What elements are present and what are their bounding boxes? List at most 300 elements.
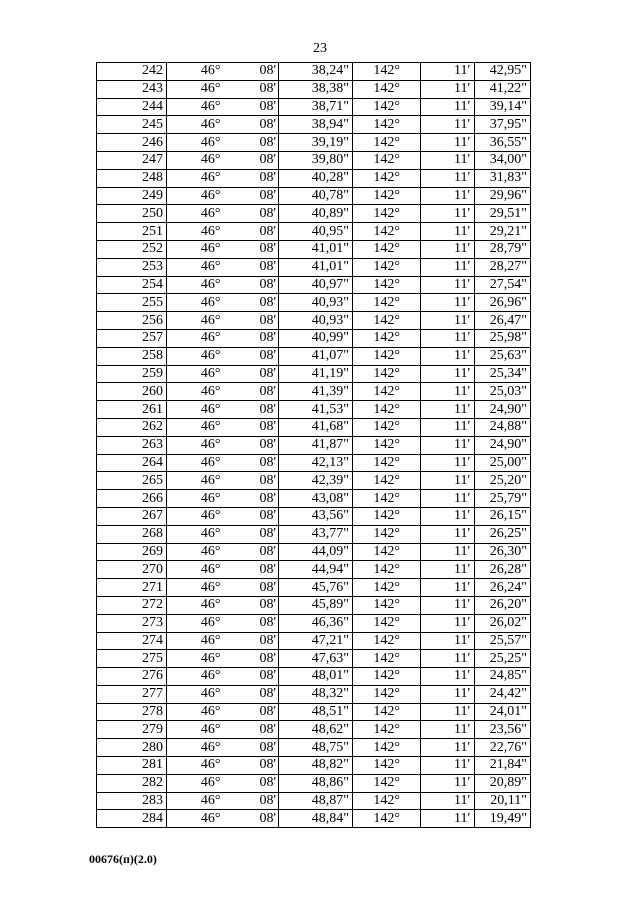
- longitude-degrees-cell: 142°: [353, 668, 421, 686]
- latitude-seconds-cell: 40,93": [279, 312, 353, 330]
- longitude-degrees-cell: 142°: [353, 418, 421, 436]
- point-number-cell: 272: [97, 596, 167, 614]
- latitude-seconds-cell: 41,87": [279, 436, 353, 454]
- longitude-degrees-cell: 142°: [353, 329, 421, 347]
- latitude-minutes-cell: 08': [225, 596, 279, 614]
- table-row: [97, 134, 531, 152]
- table-row: [97, 365, 531, 383]
- longitude-seconds-cell: 27,54": [475, 276, 531, 294]
- latitude-seconds-cell: 38,38": [279, 80, 353, 98]
- point-number-cell: 284: [97, 810, 167, 828]
- latitude-degrees-cell: 46°: [167, 329, 225, 347]
- longitude-degrees-cell: 142°: [353, 614, 421, 632]
- latitude-degrees-cell: 46°: [167, 436, 225, 454]
- point-number-cell: 243: [97, 80, 167, 98]
- longitude-seconds-cell: 34,00": [475, 151, 531, 169]
- table-row: [97, 507, 531, 525]
- longitude-seconds-cell: 37,95": [475, 116, 531, 134]
- longitude-minutes-cell: 11': [421, 703, 475, 721]
- table-row: [97, 721, 531, 739]
- latitude-degrees-cell: 46°: [167, 63, 225, 81]
- longitude-minutes-cell: 11': [421, 329, 475, 347]
- table-row: [97, 223, 531, 241]
- latitude-degrees-cell: 46°: [167, 685, 225, 703]
- longitude-degrees-cell: 142°: [353, 561, 421, 579]
- table-row: [97, 454, 531, 472]
- latitude-minutes-cell: 08': [225, 276, 279, 294]
- latitude-degrees-cell: 46°: [167, 525, 225, 543]
- table-row: [97, 650, 531, 668]
- longitude-degrees-cell: 142°: [353, 703, 421, 721]
- longitude-minutes-cell: 11': [421, 739, 475, 757]
- table-row: [97, 596, 531, 614]
- latitude-seconds-cell: 40,93": [279, 294, 353, 312]
- point-number-cell: 256: [97, 312, 167, 330]
- longitude-minutes-cell: 11': [421, 774, 475, 792]
- table-row: [97, 169, 531, 187]
- point-number-cell: 278: [97, 703, 167, 721]
- latitude-seconds-cell: 38,24": [279, 63, 353, 81]
- latitude-minutes-cell: 08': [225, 205, 279, 223]
- longitude-degrees-cell: 142°: [353, 650, 421, 668]
- longitude-degrees-cell: 142°: [353, 276, 421, 294]
- longitude-seconds-cell: 24,88": [475, 418, 531, 436]
- longitude-seconds-cell: 26,28": [475, 561, 531, 579]
- latitude-minutes-cell: 08': [225, 454, 279, 472]
- longitude-minutes-cell: 11': [421, 169, 475, 187]
- latitude-degrees-cell: 46°: [167, 223, 225, 241]
- latitude-degrees-cell: 46°: [167, 490, 225, 508]
- latitude-degrees-cell: 46°: [167, 240, 225, 258]
- latitude-minutes-cell: 08': [225, 134, 279, 152]
- latitude-seconds-cell: 41,53": [279, 401, 353, 419]
- latitude-degrees-cell: 46°: [167, 668, 225, 686]
- table-row: [97, 98, 531, 116]
- table-row: [97, 543, 531, 561]
- point-number-cell: 277: [97, 685, 167, 703]
- latitude-seconds-cell: 42,13": [279, 454, 353, 472]
- longitude-seconds-cell: 25,03": [475, 383, 531, 401]
- point-number-cell: 257: [97, 329, 167, 347]
- point-number-cell: 250: [97, 205, 167, 223]
- latitude-degrees-cell: 46°: [167, 739, 225, 757]
- latitude-minutes-cell: 08': [225, 258, 279, 276]
- latitude-degrees-cell: 46°: [167, 365, 225, 383]
- longitude-degrees-cell: 142°: [353, 169, 421, 187]
- longitude-minutes-cell: 11': [421, 98, 475, 116]
- latitude-degrees-cell: 46°: [167, 383, 225, 401]
- longitude-degrees-cell: 142°: [353, 187, 421, 205]
- latitude-minutes-cell: 08': [225, 472, 279, 490]
- point-number-cell: 262: [97, 418, 167, 436]
- table-row: [97, 63, 531, 81]
- longitude-seconds-cell: 39,14": [475, 98, 531, 116]
- latitude-degrees-cell: 46°: [167, 721, 225, 739]
- latitude-minutes-cell: 08': [225, 187, 279, 205]
- point-number-cell: 260: [97, 383, 167, 401]
- longitude-degrees-cell: 142°: [353, 490, 421, 508]
- latitude-degrees-cell: 46°: [167, 312, 225, 330]
- longitude-minutes-cell: 11': [421, 792, 475, 810]
- latitude-degrees-cell: 46°: [167, 596, 225, 614]
- table-row: [97, 418, 531, 436]
- point-number-cell: 267: [97, 507, 167, 525]
- point-number-cell: 251: [97, 223, 167, 241]
- longitude-minutes-cell: 11': [421, 490, 475, 508]
- longitude-degrees-cell: 142°: [353, 774, 421, 792]
- table-row: [97, 329, 531, 347]
- latitude-minutes-cell: 08': [225, 810, 279, 828]
- table-row: [97, 312, 531, 330]
- longitude-degrees-cell: 142°: [353, 401, 421, 419]
- point-number-cell: 283: [97, 792, 167, 810]
- table-row: [97, 490, 531, 508]
- longitude-minutes-cell: 11': [421, 80, 475, 98]
- latitude-degrees-cell: 46°: [167, 134, 225, 152]
- latitude-minutes-cell: 08': [225, 80, 279, 98]
- point-number-cell: 244: [97, 98, 167, 116]
- longitude-minutes-cell: 11': [421, 294, 475, 312]
- latitude-seconds-cell: 42,39": [279, 472, 353, 490]
- longitude-minutes-cell: 11': [421, 472, 475, 490]
- longitude-minutes-cell: 11': [421, 223, 475, 241]
- longitude-degrees-cell: 142°: [353, 525, 421, 543]
- longitude-seconds-cell: 25,98": [475, 329, 531, 347]
- longitude-seconds-cell: 25,57": [475, 632, 531, 650]
- latitude-degrees-cell: 46°: [167, 543, 225, 561]
- latitude-seconds-cell: 40,28": [279, 169, 353, 187]
- latitude-degrees-cell: 46°: [167, 472, 225, 490]
- longitude-degrees-cell: 142°: [353, 721, 421, 739]
- latitude-degrees-cell: 46°: [167, 276, 225, 294]
- latitude-degrees-cell: 46°: [167, 80, 225, 98]
- longitude-degrees-cell: 142°: [353, 685, 421, 703]
- longitude-seconds-cell: 23,56": [475, 721, 531, 739]
- latitude-seconds-cell: 48,01": [279, 668, 353, 686]
- latitude-minutes-cell: 08': [225, 329, 279, 347]
- latitude-minutes-cell: 08': [225, 614, 279, 632]
- latitude-minutes-cell: 08': [225, 418, 279, 436]
- latitude-seconds-cell: 47,63": [279, 650, 353, 668]
- longitude-seconds-cell: 19,49": [475, 810, 531, 828]
- point-number-cell: 265: [97, 472, 167, 490]
- longitude-minutes-cell: 11': [421, 436, 475, 454]
- point-number-cell: 276: [97, 668, 167, 686]
- longitude-seconds-cell: 26,47": [475, 312, 531, 330]
- longitude-seconds-cell: 26,15": [475, 507, 531, 525]
- latitude-seconds-cell: 39,80": [279, 151, 353, 169]
- longitude-degrees-cell: 142°: [353, 472, 421, 490]
- latitude-minutes-cell: 08': [225, 739, 279, 757]
- longitude-minutes-cell: 11': [421, 63, 475, 81]
- table-row: [97, 240, 531, 258]
- latitude-seconds-cell: 45,89": [279, 596, 353, 614]
- longitude-minutes-cell: 11': [421, 276, 475, 294]
- latitude-degrees-cell: 46°: [167, 614, 225, 632]
- table-row: [97, 383, 531, 401]
- latitude-minutes-cell: 08': [225, 383, 279, 401]
- longitude-seconds-cell: 36,55": [475, 134, 531, 152]
- longitude-degrees-cell: 142°: [353, 258, 421, 276]
- latitude-seconds-cell: 38,71": [279, 98, 353, 116]
- longitude-minutes-cell: 11': [421, 134, 475, 152]
- longitude-minutes-cell: 11': [421, 383, 475, 401]
- longitude-degrees-cell: 142°: [353, 579, 421, 597]
- latitude-minutes-cell: 08': [225, 792, 279, 810]
- longitude-seconds-cell: 26,96": [475, 294, 531, 312]
- latitude-minutes-cell: 08': [225, 347, 279, 365]
- table-row: [97, 401, 531, 419]
- longitude-seconds-cell: 24,90": [475, 436, 531, 454]
- table-row: [97, 561, 531, 579]
- table-row: [97, 116, 531, 134]
- table-row: [97, 294, 531, 312]
- longitude-seconds-cell: 25,25": [475, 650, 531, 668]
- latitude-seconds-cell: 48,75": [279, 739, 353, 757]
- latitude-seconds-cell: 41,68": [279, 418, 353, 436]
- longitude-degrees-cell: 142°: [353, 454, 421, 472]
- longitude-seconds-cell: 21,84": [475, 757, 531, 775]
- document-code: 00676(п)(2.0): [89, 852, 157, 866]
- table-row: [97, 774, 531, 792]
- latitude-degrees-cell: 46°: [167, 401, 225, 419]
- longitude-seconds-cell: 25,20": [475, 472, 531, 490]
- longitude-seconds-cell: 29,96": [475, 187, 531, 205]
- latitude-seconds-cell: 41,07": [279, 347, 353, 365]
- longitude-minutes-cell: 11': [421, 543, 475, 561]
- table-row: [97, 80, 531, 98]
- longitude-seconds-cell: 24,01": [475, 703, 531, 721]
- table-row: [97, 685, 531, 703]
- latitude-minutes-cell: 08': [225, 116, 279, 134]
- longitude-seconds-cell: 28,27": [475, 258, 531, 276]
- latitude-degrees-cell: 46°: [167, 418, 225, 436]
- latitude-degrees-cell: 46°: [167, 774, 225, 792]
- latitude-seconds-cell: 48,51": [279, 703, 353, 721]
- latitude-seconds-cell: 44,09": [279, 543, 353, 561]
- table-row: [97, 668, 531, 686]
- table-row: [97, 151, 531, 169]
- page-number: 23: [313, 41, 327, 56]
- latitude-minutes-cell: 08': [225, 365, 279, 383]
- latitude-seconds-cell: 40,99": [279, 329, 353, 347]
- longitude-minutes-cell: 11': [421, 454, 475, 472]
- latitude-degrees-cell: 46°: [167, 632, 225, 650]
- latitude-seconds-cell: 43,77": [279, 525, 353, 543]
- longitude-minutes-cell: 11': [421, 810, 475, 828]
- point-number-cell: 252: [97, 240, 167, 258]
- table-row: [97, 632, 531, 650]
- longitude-minutes-cell: 11': [421, 525, 475, 543]
- longitude-minutes-cell: 11': [421, 401, 475, 419]
- point-number-cell: 269: [97, 543, 167, 561]
- point-number-cell: 279: [97, 721, 167, 739]
- longitude-minutes-cell: 11': [421, 347, 475, 365]
- point-number-cell: 274: [97, 632, 167, 650]
- table-row: [97, 187, 531, 205]
- table-row: [97, 614, 531, 632]
- latitude-seconds-cell: 48,62": [279, 721, 353, 739]
- longitude-degrees-cell: 142°: [353, 383, 421, 401]
- longitude-seconds-cell: 29,21": [475, 223, 531, 241]
- longitude-degrees-cell: 142°: [353, 116, 421, 134]
- table-row: [97, 258, 531, 276]
- latitude-seconds-cell: 40,97": [279, 276, 353, 294]
- longitude-minutes-cell: 11': [421, 596, 475, 614]
- point-number-cell: 248: [97, 169, 167, 187]
- latitude-seconds-cell: 48,84": [279, 810, 353, 828]
- longitude-minutes-cell: 11': [421, 258, 475, 276]
- latitude-minutes-cell: 08': [225, 650, 279, 668]
- latitude-seconds-cell: 48,32": [279, 685, 353, 703]
- longitude-seconds-cell: 22,76": [475, 739, 531, 757]
- latitude-seconds-cell: 40,89": [279, 205, 353, 223]
- longitude-minutes-cell: 11': [421, 668, 475, 686]
- longitude-seconds-cell: 25,63": [475, 347, 531, 365]
- point-number-cell: 282: [97, 774, 167, 792]
- longitude-degrees-cell: 142°: [353, 507, 421, 525]
- longitude-minutes-cell: 11': [421, 685, 475, 703]
- longitude-minutes-cell: 11': [421, 561, 475, 579]
- latitude-seconds-cell: 41,01": [279, 258, 353, 276]
- table-row: [97, 525, 531, 543]
- longitude-degrees-cell: 142°: [353, 240, 421, 258]
- latitude-seconds-cell: 46,36": [279, 614, 353, 632]
- table-row: [97, 792, 531, 810]
- point-number-cell: 254: [97, 276, 167, 294]
- coordinates-table: [96, 62, 531, 828]
- longitude-minutes-cell: 11': [421, 650, 475, 668]
- longitude-seconds-cell: 41,22": [475, 80, 531, 98]
- longitude-degrees-cell: 142°: [353, 436, 421, 454]
- longitude-minutes-cell: 11': [421, 187, 475, 205]
- latitude-degrees-cell: 46°: [167, 169, 225, 187]
- point-number-cell: 281: [97, 757, 167, 775]
- longitude-seconds-cell: 31,83": [475, 169, 531, 187]
- longitude-minutes-cell: 11': [421, 757, 475, 775]
- longitude-degrees-cell: 142°: [353, 312, 421, 330]
- latitude-minutes-cell: 08': [225, 294, 279, 312]
- longitude-degrees-cell: 142°: [353, 543, 421, 561]
- table-row: [97, 810, 531, 828]
- longitude-seconds-cell: 20,89": [475, 774, 531, 792]
- point-number-cell: 273: [97, 614, 167, 632]
- latitude-minutes-cell: 08': [225, 169, 279, 187]
- latitude-minutes-cell: 08': [225, 525, 279, 543]
- point-number-cell: 249: [97, 187, 167, 205]
- longitude-seconds-cell: 28,79": [475, 240, 531, 258]
- longitude-degrees-cell: 142°: [353, 757, 421, 775]
- point-number-cell: 280: [97, 739, 167, 757]
- latitude-degrees-cell: 46°: [167, 454, 225, 472]
- point-number-cell: 263: [97, 436, 167, 454]
- latitude-minutes-cell: 08': [225, 401, 279, 419]
- table-row: [97, 347, 531, 365]
- longitude-seconds-cell: 20,11": [475, 792, 531, 810]
- point-number-cell: 258: [97, 347, 167, 365]
- longitude-degrees-cell: 142°: [353, 294, 421, 312]
- latitude-degrees-cell: 46°: [167, 258, 225, 276]
- latitude-minutes-cell: 08': [225, 223, 279, 241]
- latitude-minutes-cell: 08': [225, 98, 279, 116]
- point-number-cell: 261: [97, 401, 167, 419]
- latitude-degrees-cell: 46°: [167, 561, 225, 579]
- longitude-seconds-cell: 26,25": [475, 525, 531, 543]
- latitude-minutes-cell: 08': [225, 632, 279, 650]
- longitude-minutes-cell: 11': [421, 240, 475, 258]
- longitude-degrees-cell: 142°: [353, 151, 421, 169]
- point-number-cell: 245: [97, 116, 167, 134]
- coordinates-table-body: [97, 63, 531, 828]
- longitude-minutes-cell: 11': [421, 721, 475, 739]
- latitude-seconds-cell: 41,39": [279, 383, 353, 401]
- latitude-degrees-cell: 46°: [167, 703, 225, 721]
- longitude-degrees-cell: 142°: [353, 80, 421, 98]
- point-number-cell: 247: [97, 151, 167, 169]
- latitude-minutes-cell: 08': [225, 312, 279, 330]
- latitude-minutes-cell: 08': [225, 703, 279, 721]
- longitude-minutes-cell: 11': [421, 632, 475, 650]
- longitude-degrees-cell: 142°: [353, 63, 421, 81]
- longitude-minutes-cell: 11': [421, 579, 475, 597]
- latitude-seconds-cell: 40,95": [279, 223, 353, 241]
- point-number-cell: 246: [97, 134, 167, 152]
- table-row: [97, 436, 531, 454]
- longitude-seconds-cell: 29,51": [475, 205, 531, 223]
- longitude-degrees-cell: 142°: [353, 347, 421, 365]
- longitude-seconds-cell: 26,24": [475, 579, 531, 597]
- longitude-seconds-cell: 24,42": [475, 685, 531, 703]
- latitude-seconds-cell: 39,19": [279, 134, 353, 152]
- latitude-degrees-cell: 46°: [167, 810, 225, 828]
- longitude-degrees-cell: 142°: [353, 810, 421, 828]
- latitude-minutes-cell: 08': [225, 721, 279, 739]
- latitude-minutes-cell: 08': [225, 543, 279, 561]
- latitude-seconds-cell: 41,19": [279, 365, 353, 383]
- latitude-degrees-cell: 46°: [167, 187, 225, 205]
- longitude-degrees-cell: 142°: [353, 223, 421, 241]
- latitude-degrees-cell: 46°: [167, 650, 225, 668]
- latitude-minutes-cell: 08': [225, 240, 279, 258]
- longitude-minutes-cell: 11': [421, 116, 475, 134]
- longitude-degrees-cell: 142°: [353, 98, 421, 116]
- longitude-degrees-cell: 142°: [353, 205, 421, 223]
- latitude-seconds-cell: 40,78": [279, 187, 353, 205]
- latitude-seconds-cell: 41,01": [279, 240, 353, 258]
- longitude-seconds-cell: 25,34": [475, 365, 531, 383]
- latitude-seconds-cell: 43,08": [279, 490, 353, 508]
- latitude-degrees-cell: 46°: [167, 116, 225, 134]
- longitude-degrees-cell: 142°: [353, 365, 421, 383]
- longitude-seconds-cell: 24,85": [475, 668, 531, 686]
- latitude-minutes-cell: 08': [225, 774, 279, 792]
- longitude-seconds-cell: 42,95": [475, 63, 531, 81]
- longitude-minutes-cell: 11': [421, 418, 475, 436]
- table-row: [97, 472, 531, 490]
- point-number-cell: 259: [97, 365, 167, 383]
- longitude-minutes-cell: 11': [421, 205, 475, 223]
- latitude-degrees-cell: 46°: [167, 757, 225, 775]
- table-row: [97, 703, 531, 721]
- table-row: [97, 205, 531, 223]
- latitude-minutes-cell: 08': [225, 436, 279, 454]
- latitude-degrees-cell: 46°: [167, 98, 225, 116]
- table-row: [97, 276, 531, 294]
- point-number-cell: 270: [97, 561, 167, 579]
- longitude-degrees-cell: 142°: [353, 596, 421, 614]
- latitude-seconds-cell: 45,76": [279, 579, 353, 597]
- latitude-minutes-cell: 08': [225, 151, 279, 169]
